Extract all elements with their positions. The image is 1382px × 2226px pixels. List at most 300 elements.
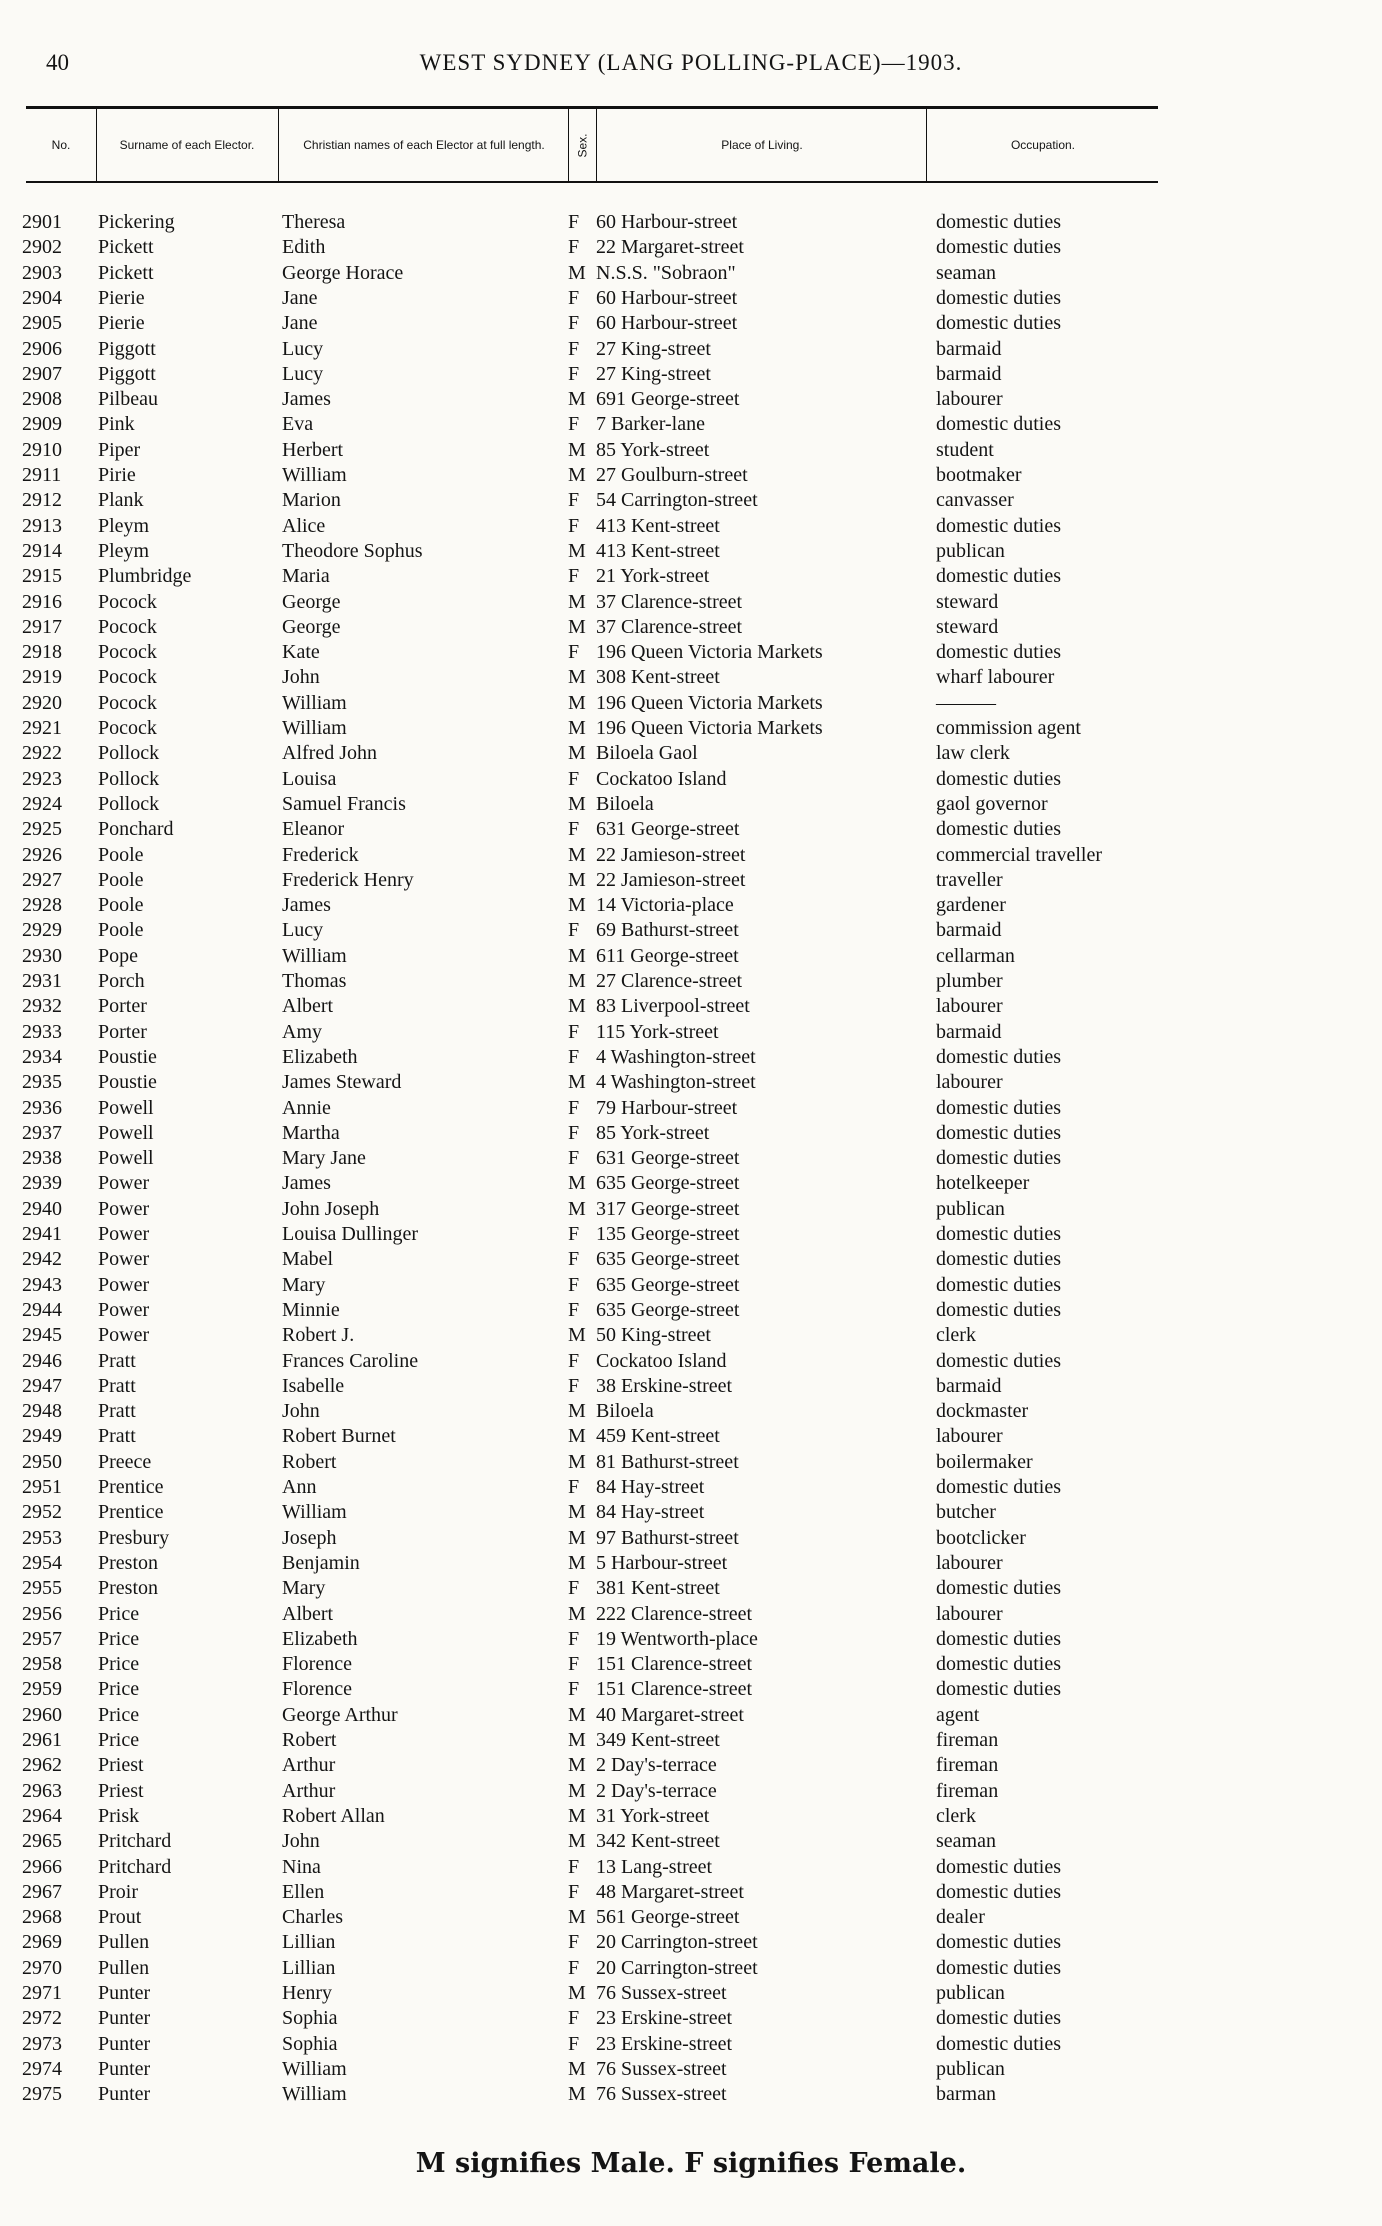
elector-occupation: domestic duties: [936, 236, 1061, 259]
elector-surname: Pocock: [98, 691, 157, 714]
elector-sex: F: [568, 286, 580, 309]
elector-number: 2962: [22, 1754, 62, 1777]
elector-sex: M: [568, 1172, 586, 1195]
elector-surname: Pilbeau: [98, 388, 158, 411]
elector-sex: F: [568, 2007, 580, 2030]
elector-place-of-living: 635 George-street: [596, 1273, 740, 1296]
elector-number: 2965: [22, 1830, 62, 1853]
elector-occupation: barmaid: [936, 1020, 1002, 1043]
elector-sex: M: [568, 590, 586, 613]
elector-occupation: labourer: [936, 1071, 1003, 1094]
elector-christian-names: Frances Caroline: [282, 1349, 419, 1372]
table-row: [0, 1323, 1382, 1348]
elector-number: 2954: [22, 1551, 62, 1574]
elector-sex: F: [568, 919, 580, 942]
elector-number: 2967: [22, 1880, 62, 1903]
elector-christian-names: Henry: [282, 1982, 332, 2004]
column-header-place: Place of Living.: [721, 137, 803, 152]
elector-sex: F: [568, 1374, 580, 1397]
elector-sex: M: [568, 691, 586, 714]
elector-place-of-living: Biloela: [596, 792, 654, 815]
elector-christian-names: Robert J.: [282, 1324, 355, 1347]
table-row: [0, 514, 1382, 539]
elector-christian-names: Louisa: [282, 767, 337, 790]
elector-christian-names: Arthur: [282, 1779, 336, 1802]
elector-occupation: gaol governor: [936, 792, 1048, 815]
elector-occupation: clerk: [936, 1804, 976, 1827]
elector-surname: Porter: [98, 1020, 147, 1043]
elector-sex: M: [568, 1197, 586, 1220]
elector-number: 2913: [22, 514, 62, 537]
elector-place-of-living: 4 Washington-street: [596, 1045, 756, 1068]
table-row: [0, 1829, 1382, 1854]
elector-surname: Price: [98, 1602, 140, 1625]
elector-surname: Power: [98, 1324, 150, 1347]
elector-number: 2966: [22, 1855, 62, 1878]
elector-christian-names: Ann: [282, 1476, 317, 1498]
elector-sex: F: [568, 1956, 580, 1979]
elector-sex: M: [568, 843, 586, 866]
elector-surname: Pollock: [98, 767, 160, 790]
elector-number: 2937: [22, 1121, 62, 1144]
elector-surname: Preston: [98, 1577, 158, 1600]
elector-sex: F: [568, 1273, 580, 1296]
table-row: [0, 387, 1382, 412]
elector-sex: F: [568, 337, 580, 360]
elector-number: 2930: [22, 944, 62, 967]
elector-christian-names: Lucy: [282, 362, 324, 385]
table-row: [0, 488, 1382, 513]
elector-christian-names: Joseph: [282, 1526, 337, 1549]
elector-occupation: gardener: [936, 894, 1006, 917]
elector-occupation: domestic duties: [936, 2007, 1061, 2030]
elector-surname: Piggott: [98, 362, 156, 385]
elector-sex: M: [568, 894, 586, 917]
table-row: [0, 438, 1382, 463]
elector-number: 2916: [22, 590, 62, 613]
elector-place-of-living: Cockatoo Island: [596, 1349, 727, 1372]
elector-surname: Pritchard: [98, 1855, 172, 1878]
table-row: [0, 1374, 1382, 1399]
elector-occupation: barmaid: [936, 362, 1002, 385]
elector-number: 2904: [22, 286, 62, 309]
elector-christian-names: Lucy: [282, 919, 324, 942]
elector-surname: Poole: [98, 919, 144, 942]
elector-surname: Prout: [98, 1906, 142, 1929]
elector-surname: Pope: [98, 944, 138, 967]
elector-number: 2903: [22, 261, 62, 284]
elector-place-of-living: 196 Queen Victoria Markets: [596, 691, 823, 714]
elector-place-of-living: 317 George-street: [596, 1197, 740, 1220]
table-row: [0, 1677, 1382, 1702]
elector-number: 2907: [22, 362, 62, 385]
table-row: [0, 1652, 1382, 1677]
elector-christian-names: Marion: [282, 489, 341, 512]
elector-occupation: dealer: [936, 1906, 985, 1929]
elector-number: 2917: [22, 615, 62, 638]
elector-surname: Pink: [98, 413, 135, 436]
elector-occupation: law clerk: [936, 742, 1010, 765]
table-row: [0, 1930, 1382, 1955]
elector-number: 2974: [22, 2057, 62, 2080]
elector-place-of-living: 22 Jamieson-street: [596, 868, 746, 891]
table-row: [0, 792, 1382, 817]
elector-christian-names: George Horace: [282, 261, 404, 284]
elector-place-of-living: 2 Day's-terrace: [596, 1754, 717, 1777]
elector-occupation: publican: [936, 2057, 1005, 2080]
elector-occupation: agent: [936, 1703, 980, 1726]
elector-sex: F: [568, 1653, 580, 1676]
elector-surname: Prentice: [98, 1476, 164, 1498]
elector-number: 2970: [22, 1956, 62, 1979]
elector-number: 2914: [22, 539, 62, 562]
elector-christian-names: John: [282, 1830, 320, 1853]
table-row: [0, 1475, 1382, 1500]
table-row: [0, 261, 1382, 286]
elector-surname: Pratt: [98, 1400, 136, 1423]
elector-christian-names: Frederick: [282, 843, 359, 866]
elector-place-of-living: 69 Bathurst-street: [596, 919, 739, 942]
elector-christian-names: Mary: [282, 1273, 326, 1296]
elector-place-of-living: 97 Bathurst-street: [596, 1526, 739, 1549]
table-row: [0, 944, 1382, 969]
elector-christian-names: John: [282, 1400, 320, 1423]
elector-surname: Punter: [98, 2057, 151, 2080]
elector-sex: M: [568, 944, 586, 967]
table-row: [0, 1500, 1382, 1525]
elector-sex: M: [568, 261, 586, 284]
elector-surname: Power: [98, 1298, 150, 1321]
elector-christian-names: William: [282, 2057, 347, 2080]
elector-place-of-living: 40 Margaret-street: [596, 1703, 744, 1726]
elector-sex: F: [568, 1855, 580, 1878]
elector-place-of-living: 2 Day's-terrace: [596, 1779, 717, 1802]
elector-sex: M: [568, 717, 586, 739]
elector-occupation: fireman: [936, 1779, 999, 1802]
elector-place-of-living: 151 Clarence-street: [596, 1653, 753, 1676]
elector-surname: Pratt: [98, 1425, 136, 1448]
elector-number: 2968: [22, 1906, 62, 1929]
elector-surname: Price: [98, 1627, 140, 1650]
elector-number: 2963: [22, 1779, 62, 1802]
elector-surname: Pollock: [98, 742, 160, 765]
elector-place-of-living: 21 York-street: [596, 565, 710, 588]
elector-number: 2955: [22, 1577, 62, 1600]
table-row: [0, 1096, 1382, 1121]
elector-surname: Proir: [98, 1880, 138, 1903]
table-row: [0, 1728, 1382, 1753]
elector-sex: M: [568, 438, 586, 461]
elector-sex: F: [568, 767, 580, 790]
elector-surname: Preece: [98, 1450, 152, 1473]
elector-surname: Plank: [98, 489, 144, 512]
elector-place-of-living: 81 Bathurst-street: [596, 1450, 739, 1473]
elector-place-of-living: 635 George-street: [596, 1248, 740, 1271]
elector-sex: M: [568, 666, 586, 689]
elector-occupation: domestic duties: [936, 2032, 1061, 2055]
elector-christian-names: Thomas: [282, 970, 347, 992]
elector-number: 2919: [22, 666, 62, 689]
elector-occupation: barmaid: [936, 337, 1002, 360]
elector-occupation: cellarman: [936, 944, 1015, 967]
elector-christian-names: Maria: [282, 565, 330, 588]
elector-sex: M: [568, 1729, 586, 1751]
elector-number: 2922: [22, 742, 62, 765]
elector-surname: Power: [98, 1197, 150, 1220]
elector-place-of-living: 31 York-street: [596, 1804, 710, 1827]
elector-occupation: domestic duties: [936, 1855, 1061, 1878]
elector-christian-names: Jane: [282, 312, 318, 335]
elector-place-of-living: 76 Sussex-street: [596, 2057, 727, 2080]
elector-place-of-living: 14 Victoria-place: [596, 894, 734, 917]
elector-surname: Piggott: [98, 337, 156, 360]
elector-surname: Powell: [98, 1096, 154, 1119]
table-row: [0, 2032, 1382, 2057]
elector-surname: Pocock: [98, 615, 157, 638]
elector-surname: Preston: [98, 1551, 158, 1574]
elector-occupation: domestic duties: [936, 514, 1061, 537]
elector-place-of-living: 27 Clarence-street: [596, 970, 743, 992]
elector-occupation: domestic duties: [936, 1273, 1061, 1296]
elector-sex: M: [568, 1450, 586, 1473]
elector-christian-names: James: [282, 1172, 331, 1195]
elector-surname: Powell: [98, 1121, 154, 1144]
elector-place-of-living: 222 Clarence-street: [596, 1602, 753, 1625]
elector-place-of-living: 22 Margaret-street: [596, 236, 744, 259]
elector-occupation: domestic duties: [936, 312, 1061, 335]
elector-number: 2918: [22, 641, 62, 664]
sex-legend: M signifies Male. F signifies Female.: [415, 2148, 967, 2179]
elector-place-of-living: 83 Liverpool-street: [596, 995, 750, 1018]
elector-number: 2947: [22, 1374, 62, 1397]
elector-christian-names: Frederick Henry: [282, 868, 414, 891]
table-row: [0, 412, 1382, 437]
table-row: [0, 1753, 1382, 1778]
elector-occupation: steward: [936, 615, 999, 638]
elector-occupation: fireman: [936, 1754, 999, 1777]
table-row: [0, 994, 1382, 1019]
elector-sex: F: [568, 312, 580, 335]
elector-christian-names: Theodore Sophus: [282, 539, 423, 562]
elector-christian-names: Florence: [282, 1653, 352, 1676]
elector-number: 2902: [22, 236, 62, 259]
elector-place-of-living: 23 Erskine-street: [596, 2007, 733, 2030]
elector-place-of-living: 38 Erskine-street: [596, 1374, 733, 1397]
elector-place-of-living: 135 George-street: [596, 1223, 740, 1245]
column-header-no: No.: [51, 137, 71, 152]
elector-number: 2932: [22, 995, 62, 1018]
elector-number: 2924: [22, 792, 62, 815]
table-row: [0, 1020, 1382, 1045]
elector-sex: F: [568, 818, 580, 841]
elector-occupation: labourer: [936, 1602, 1003, 1625]
elector-surname: Punter: [98, 2007, 151, 2030]
elector-christian-names: Annie: [282, 1096, 331, 1119]
elector-surname: Porter: [98, 995, 147, 1018]
elector-number: 2926: [22, 843, 62, 866]
table-row: [0, 918, 1382, 943]
elector-christian-names: Eva: [282, 413, 314, 436]
elector-sex: F: [568, 1577, 580, 1600]
elector-surname: Piper: [98, 438, 141, 461]
elector-surname: Power: [98, 1273, 150, 1296]
elector-number: 2946: [22, 1349, 62, 1372]
elector-occupation: domestic duties: [936, 565, 1061, 588]
elector-christian-names: Mary Jane: [282, 1147, 366, 1170]
elector-surname: Pleym: [98, 539, 150, 562]
table-row: [0, 1602, 1382, 1627]
elector-christian-names: Ellen: [282, 1880, 325, 1903]
table-row: [0, 1273, 1382, 1298]
elector-occupation: domestic duties: [936, 641, 1061, 664]
elector-christian-names: Louisa Dullinger: [282, 1223, 419, 1245]
elector-place-of-living: 413 Kent-street: [596, 539, 720, 562]
elector-occupation: domestic duties: [936, 1349, 1061, 1372]
elector-sex: F: [568, 1223, 580, 1245]
elector-occupation: domestic duties: [936, 1956, 1061, 1979]
elector-sex: M: [568, 995, 586, 1018]
elector-surname: Poustie: [98, 1071, 157, 1094]
elector-number: 2912: [22, 489, 62, 512]
elector-surname: Poole: [98, 894, 144, 917]
elector-christian-names: Mabel: [282, 1248, 334, 1271]
table-row: [0, 1070, 1382, 1095]
elector-number: 2960: [22, 1703, 62, 1726]
table-row: [0, 1349, 1382, 1374]
elector-surname: Price: [98, 1703, 140, 1726]
elector-occupation: fireman: [936, 1729, 999, 1751]
table-row: [0, 817, 1382, 842]
elector-sex: F: [568, 641, 580, 664]
elector-christian-names: Benjamin: [282, 1551, 360, 1574]
elector-occupation: domestic duties: [936, 1880, 1061, 1903]
table-row: [0, 1045, 1382, 1070]
elector-occupation: domestic duties: [936, 1045, 1061, 1068]
elector-sex: F: [568, 1248, 580, 1271]
elector-christian-names: William: [282, 717, 347, 739]
elector-surname: Plumbridge: [98, 565, 192, 588]
elector-surname: Priest: [98, 1754, 144, 1777]
elector-surname: Pleym: [98, 514, 150, 537]
elector-number: 2945: [22, 1324, 62, 1347]
elector-number: 2909: [22, 413, 62, 436]
elector-surname: Power: [98, 1172, 150, 1195]
elector-occupation: domestic duties: [936, 1248, 1061, 1271]
elector-christian-names: Martha: [282, 1121, 340, 1144]
elector-place-of-living: 27 King-street: [596, 362, 711, 385]
table-row: [0, 1905, 1382, 1930]
elector-sex: M: [568, 464, 586, 486]
table-row: [0, 1956, 1382, 1981]
elector-sex: F: [568, 1045, 580, 1068]
elector-place-of-living: 635 George-street: [596, 1172, 740, 1195]
elector-place-of-living: 60 Harbour-street: [596, 211, 738, 233]
elector-christian-names: Alfred John: [282, 742, 377, 765]
elector-number: 2973: [22, 2032, 62, 2055]
elector-sex: F: [568, 1880, 580, 1903]
elector-occupation: bootclicker: [936, 1526, 1026, 1549]
elector-sex: M: [568, 1703, 586, 1726]
elector-occupation: domestic duties: [936, 1577, 1061, 1600]
elector-number: 2950: [22, 1450, 62, 1473]
elector-christian-names: Robert: [282, 1729, 337, 1751]
elector-surname: Pickett: [98, 236, 154, 259]
elector-occupation: domestic duties: [936, 767, 1061, 790]
table-row: [0, 590, 1382, 615]
elector-christian-names: Albert: [282, 1602, 334, 1625]
elector-place-of-living: 20 Carrington-street: [596, 1931, 758, 1954]
page-title: WEST SYDNEY (LANG POLLING-PLACE)—1903.: [419, 50, 963, 75]
elector-number: 2906: [22, 337, 62, 360]
elector-christian-names: Charles: [282, 1906, 344, 1929]
elector-number: 2948: [22, 1400, 62, 1423]
elector-occupation: domestic duties: [936, 1678, 1061, 1701]
elector-number: 2940: [22, 1197, 62, 1220]
elector-surname: Pratt: [98, 1374, 136, 1397]
elector-number: 2938: [22, 1147, 62, 1170]
elector-christian-names: William: [282, 464, 347, 486]
table-row: [0, 1703, 1382, 1728]
elector-occupation: labourer: [936, 1425, 1003, 1448]
elector-occupation: domestic duties: [936, 1627, 1061, 1650]
elector-sex: F: [568, 1349, 580, 1372]
column-header-row: [26, 106, 1158, 183]
elector-occupation: seaman: [936, 1830, 996, 1853]
elector-christian-names: William: [282, 691, 347, 714]
table-row: [0, 1222, 1382, 1247]
elector-sex: M: [568, 1551, 586, 1574]
elector-place-of-living: 381 Kent-street: [596, 1577, 720, 1600]
elector-surname: Pullen: [98, 1931, 150, 1954]
elector-occupation: dockmaster: [936, 1400, 1029, 1423]
elector-christian-names: James Steward: [282, 1071, 402, 1094]
elector-number: 2944: [22, 1298, 62, 1321]
elector-surname: Punter: [98, 2083, 151, 2106]
elector-christian-names: Sophia: [282, 2032, 338, 2055]
table-row: [0, 2057, 1382, 2082]
elector-number: 2910: [22, 438, 62, 461]
table-row: [0, 1576, 1382, 1601]
table-row: [0, 1298, 1382, 1323]
elector-christian-names: George: [282, 590, 341, 613]
elector-occupation: steward: [936, 590, 999, 613]
elector-surname: Pickering: [98, 211, 175, 233]
elector-sex: F: [568, 362, 580, 385]
elector-christian-names: Jane: [282, 286, 318, 309]
elector-number: 2956: [22, 1602, 62, 1625]
elector-number: 2953: [22, 1526, 62, 1549]
elector-christian-names: James: [282, 894, 331, 917]
elector-occupation: commercial traveller: [936, 843, 1103, 866]
elector-surname: Pritchard: [98, 1830, 172, 1853]
elector-number: 2920: [22, 691, 62, 714]
elector-occupation: wharf labourer: [936, 666, 1055, 689]
elector-place-of-living: 23 Erskine-street: [596, 2032, 733, 2055]
elector-number: 2931: [22, 970, 62, 992]
elector-surname: Price: [98, 1678, 140, 1701]
elector-place-of-living: 20 Carrington-street: [596, 1956, 758, 1979]
column-header-surname: Surname of each Elector.: [119, 137, 255, 152]
elector-sex: M: [568, 1779, 586, 1802]
elector-occupation: barman: [936, 2083, 996, 2106]
table-row: [0, 1197, 1382, 1222]
elector-christian-names: Amy: [282, 1020, 322, 1043]
elector-sex: M: [568, 742, 586, 765]
elector-occupation: publican: [936, 1197, 1005, 1220]
elector-sex: F: [568, 1147, 580, 1170]
elector-sex: F: [568, 514, 580, 537]
table-row: [0, 1171, 1382, 1196]
